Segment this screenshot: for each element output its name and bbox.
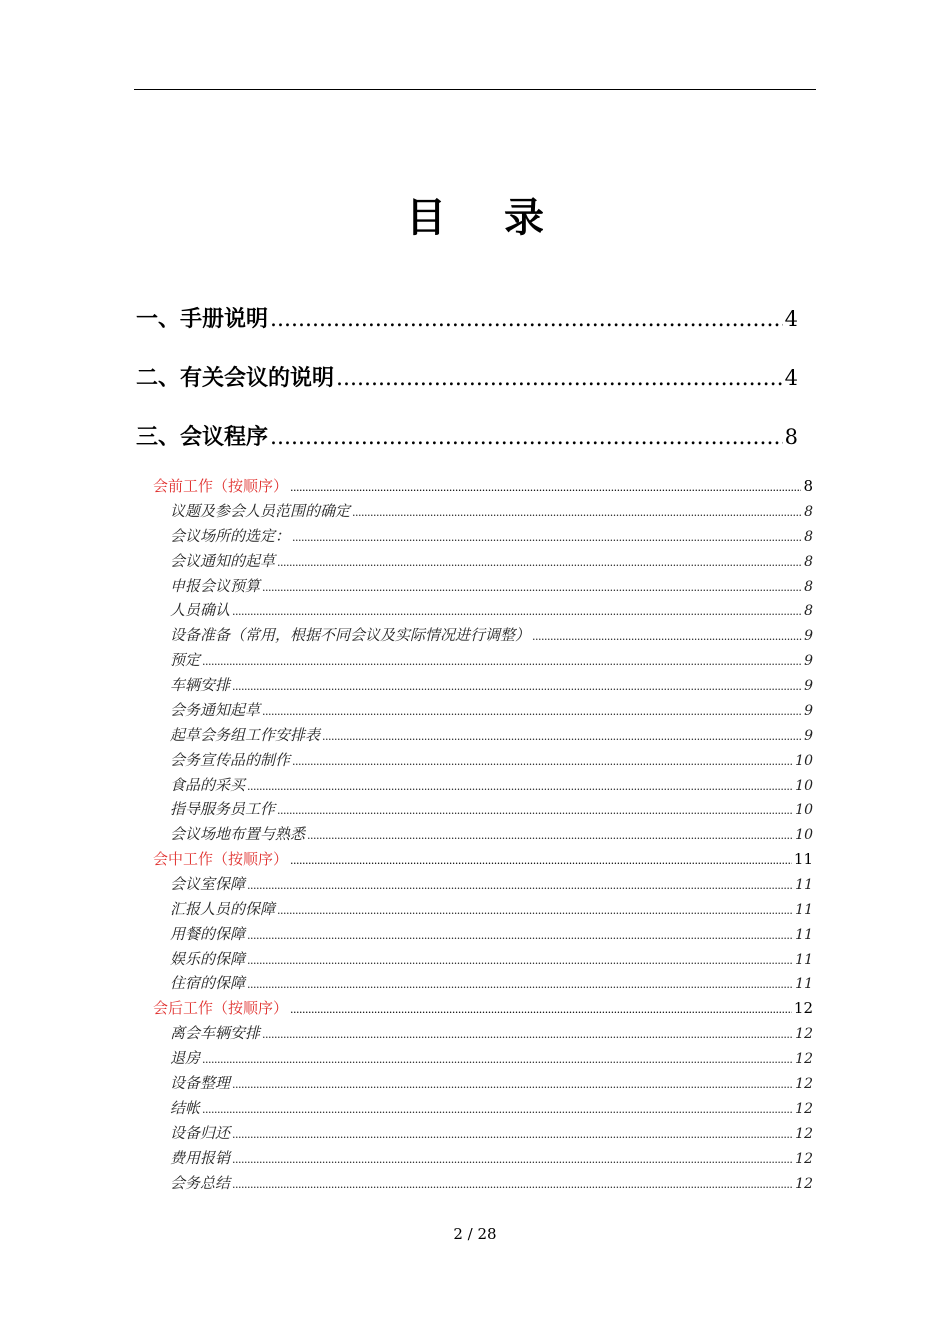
toc-item[interactable] xyxy=(170,699,813,721)
dot-leader xyxy=(247,780,793,793)
toc-entry-page: 12 xyxy=(795,1126,813,1142)
dot-leader xyxy=(232,680,802,693)
toc-item[interactable] xyxy=(170,774,813,796)
toc-item[interactable] xyxy=(170,749,813,771)
toc-item[interactable] xyxy=(170,923,813,945)
toc-entry-manual[interactable] xyxy=(136,302,798,336)
toc-entry-label: 预定 xyxy=(170,651,201,669)
dot-leader xyxy=(307,829,793,842)
toc-entry-page: 11 xyxy=(795,877,813,893)
toc-item[interactable] xyxy=(170,823,813,845)
header-rule xyxy=(134,89,816,90)
toc-entry-label: 费用报销 xyxy=(170,1149,231,1167)
dot-leader xyxy=(202,1053,793,1066)
toc-section-pre-meeting[interactable] xyxy=(153,475,813,497)
toc-entry-label: 会议室保障 xyxy=(170,875,246,893)
toc-entry-page: 12 xyxy=(795,1151,813,1167)
toc-entry-page: 9 xyxy=(804,653,813,669)
toc-item[interactable] xyxy=(170,674,813,696)
toc-entry-page: 12 xyxy=(795,1101,813,1117)
toc-entry-page: 11 xyxy=(793,850,813,868)
toc-entry-label: 三、会议程序 xyxy=(136,424,269,450)
dot-leader xyxy=(262,1028,793,1041)
toc-entry-label: 会务通知起草 xyxy=(170,701,261,719)
dot-leader xyxy=(336,366,783,391)
toc-entry-label: 会议场所的选定： xyxy=(170,527,291,545)
toc-entry-label: 一、手册说明 xyxy=(136,306,269,332)
toc-entry-label: 设备归还 xyxy=(170,1124,231,1142)
toc-item[interactable] xyxy=(170,1047,813,1069)
toc-entry-label: 结帐 xyxy=(170,1099,201,1117)
toc-entry-label: 退房 xyxy=(170,1049,201,1067)
toc-item[interactable] xyxy=(170,1022,813,1044)
toc-section-during-meeting[interactable] xyxy=(153,848,813,870)
toc-entry-label: 食品的采买 xyxy=(170,776,246,794)
dot-leader xyxy=(202,1103,793,1116)
toc-item[interactable] xyxy=(170,972,813,994)
toc-entry-label: 设备准备（常用，根据不同会议及实际情况进行调整） xyxy=(170,626,531,644)
toc-item[interactable] xyxy=(170,575,813,597)
toc-entry-label: 汇报人员的保障 xyxy=(170,900,276,918)
toc-entry-label: 指导服务员工作 xyxy=(170,800,276,818)
dot-leader xyxy=(232,605,802,618)
dot-leader xyxy=(247,978,793,991)
toc-item[interactable] xyxy=(170,1097,813,1119)
toc-entry-page: 11 xyxy=(795,976,813,992)
toc-item[interactable] xyxy=(170,500,813,522)
toc-entry-label: 会务总结 xyxy=(170,1174,231,1192)
toc-item[interactable] xyxy=(170,798,813,820)
toc-entry-page: 9 xyxy=(804,728,813,744)
toc-entry-page: 12 xyxy=(795,1076,813,1092)
toc-item[interactable] xyxy=(170,1122,813,1144)
toc-entry-label: 会前工作（按顺序） xyxy=(153,477,289,495)
toc-entry-label: 离会车辆安排 xyxy=(170,1024,261,1042)
dot-leader xyxy=(270,425,783,450)
toc-entry-page: 8 xyxy=(803,477,813,495)
toc-entry-label: 会务宣传品的制作 xyxy=(170,751,291,769)
toc-entry-page: 12 xyxy=(795,1026,813,1042)
toc-entry-page: 12 xyxy=(795,1051,813,1067)
dot-leader xyxy=(262,705,802,718)
toc-item[interactable] xyxy=(170,550,813,572)
toc-entry-page: 10 xyxy=(795,753,813,769)
dot-leader xyxy=(322,730,802,743)
toc-entry-label: 会议场地布置与熟悉 xyxy=(170,825,306,843)
toc-item[interactable] xyxy=(170,649,813,671)
toc-entry-label: 会中工作（按顺序） xyxy=(153,850,289,868)
toc-item[interactable] xyxy=(170,599,813,621)
toc-entry-page: 8 xyxy=(804,504,813,520)
toc-entry-page: 10 xyxy=(795,802,813,818)
dot-leader xyxy=(262,581,802,594)
toc-entry-page: 9 xyxy=(804,703,813,719)
dot-leader xyxy=(292,531,802,544)
toc-item[interactable] xyxy=(170,1147,813,1169)
dot-leader xyxy=(232,1153,793,1166)
dot-leader xyxy=(292,755,793,768)
toc-entry-page: 8 xyxy=(804,603,813,619)
toc-entry-label: 二、有关会议的说明 xyxy=(136,365,335,391)
toc-item[interactable] xyxy=(170,525,813,547)
toc-section-post-meeting[interactable] xyxy=(153,997,813,1019)
dot-leader xyxy=(532,630,802,643)
dot-leader xyxy=(277,804,793,817)
toc-entry-page: 12 xyxy=(795,1176,813,1192)
dot-leader xyxy=(247,879,793,892)
dot-leader xyxy=(290,1003,792,1016)
dot-leader xyxy=(232,1128,793,1141)
toc-entry-page: 9 xyxy=(804,678,813,694)
toc-entry-label: 车辆安排 xyxy=(170,676,231,694)
toc-entry-label: 人员确认 xyxy=(170,601,231,619)
toc-entry-page: 4 xyxy=(784,307,798,331)
toc-entry-label: 会后工作（按顺序） xyxy=(153,999,289,1017)
toc-entry-label: 住宿的保障 xyxy=(170,974,246,992)
toc-entry-label: 议题及参会人员范围的确定 xyxy=(170,502,351,520)
dot-leader xyxy=(232,1178,793,1191)
toc-entry-page: 9 xyxy=(804,628,813,644)
toc-entry-label: 设备整理 xyxy=(170,1074,231,1092)
dot-leader xyxy=(247,954,793,967)
toc-entry-page: 10 xyxy=(795,778,813,794)
dot-leader xyxy=(247,929,793,942)
toc-entry-page: 8 xyxy=(784,425,798,449)
toc-item[interactable] xyxy=(170,948,813,970)
toc-entry-page: 12 xyxy=(793,999,813,1017)
toc-entry-meeting-procedure[interactable] xyxy=(136,420,798,454)
toc-entry-label: 娱乐的保障 xyxy=(170,950,246,968)
toc-item[interactable] xyxy=(170,724,813,746)
toc-entry-page: 4 xyxy=(784,366,798,390)
toc-entry-page: 8 xyxy=(804,554,813,570)
toc-entry-page: 11 xyxy=(795,952,813,968)
toc-entry-page: 8 xyxy=(804,529,813,545)
toc-entry-page: 8 xyxy=(804,579,813,595)
toc-entry-label: 会议通知的起草 xyxy=(170,552,276,570)
toc-item[interactable] xyxy=(170,624,813,646)
dot-leader xyxy=(232,1078,793,1091)
toc-entry-meeting-notes[interactable] xyxy=(136,361,798,395)
toc-entry-label: 申报会议预算 xyxy=(170,577,261,595)
dot-leader xyxy=(290,481,801,494)
toc-entry-label: 用餐的保障 xyxy=(170,925,246,943)
page-indicator: 2 / 28 xyxy=(453,1225,497,1243)
dot-leader xyxy=(270,307,783,332)
toc-item[interactable] xyxy=(170,873,813,895)
toc-item[interactable] xyxy=(170,1072,813,1094)
toc-entry-page: 11 xyxy=(795,902,813,918)
toc-entry-page: 10 xyxy=(795,827,813,843)
dot-leader xyxy=(202,655,802,668)
toc-entry-page: 11 xyxy=(795,927,813,943)
dot-leader xyxy=(290,854,792,867)
toc-entry-label: 起草会务组工作安排表 xyxy=(170,726,321,744)
toc-item[interactable] xyxy=(170,1172,813,1194)
toc-item[interactable] xyxy=(170,898,813,920)
dot-leader xyxy=(352,506,802,519)
dot-leader xyxy=(277,904,793,917)
dot-leader xyxy=(277,556,802,569)
toc-title: 目 录 xyxy=(406,195,566,241)
